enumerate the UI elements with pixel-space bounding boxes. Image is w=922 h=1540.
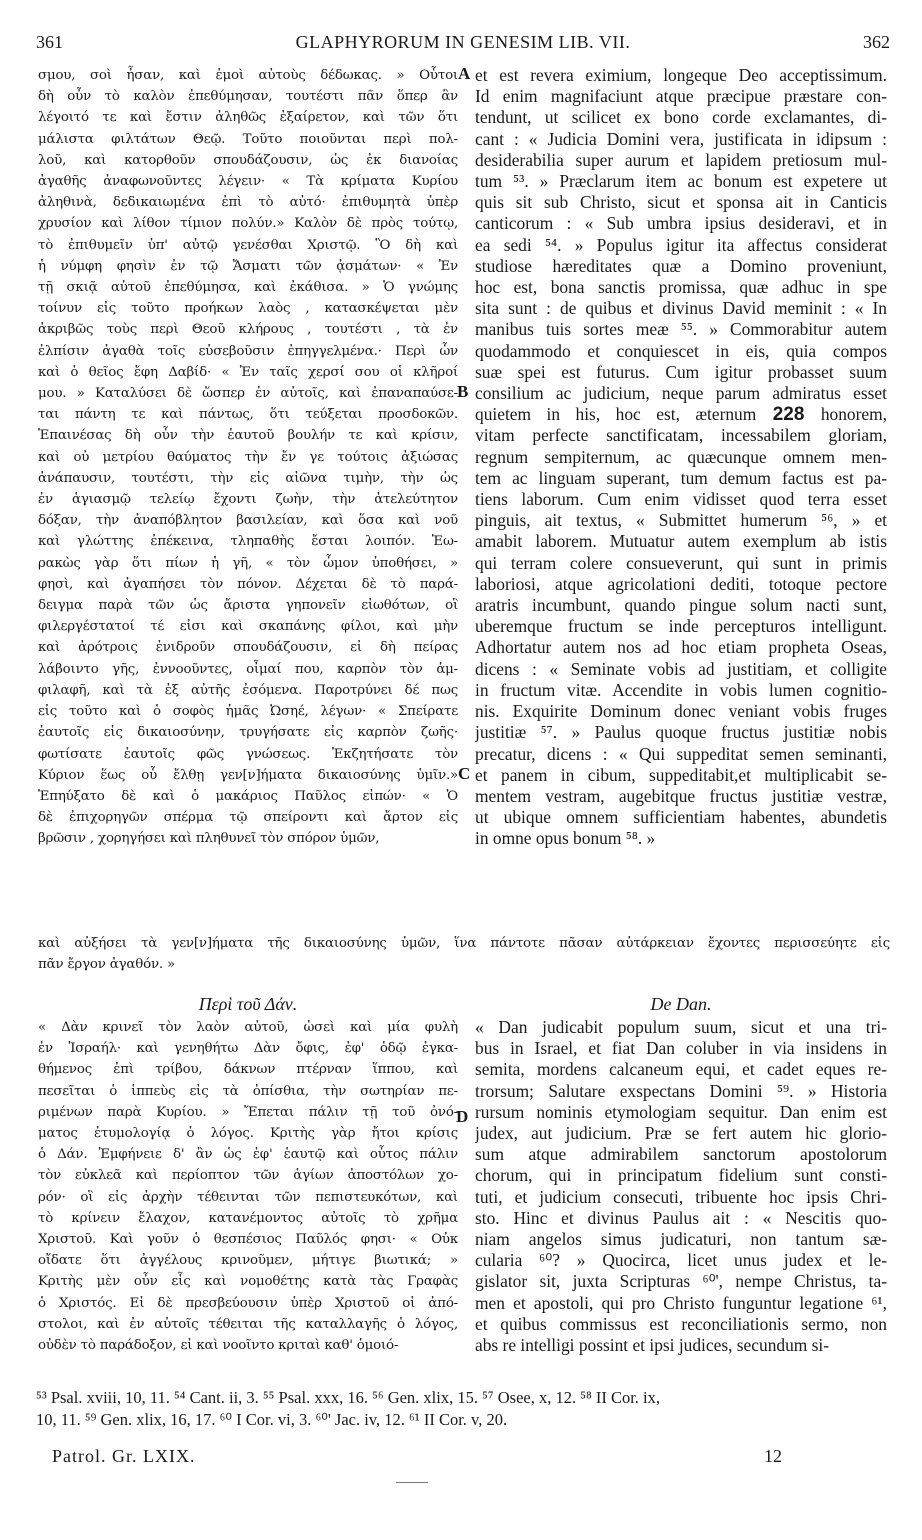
greek-line: λάβοιντο γῆς, ἐννοοῦντες, οἶμαί που, καρπὸν τὸν ἀμ- <box>38 661 458 677</box>
latin-line: cant : « Judicia Domini vera, justificata in idipsum : <box>475 128 887 149</box>
greek-line: μάλιστα φιλτάτων Θεῷ. Τοῦτο ποιοῦνται περὶ πολ- <box>38 131 458 147</box>
greek-line: ρακὼς γὰρ ὅτι πίων ἡ γῆ, « τὸν ὦμον ὑποθήσει, » <box>38 555 458 571</box>
section-heading-latin: De Dan. <box>650 994 712 1014</box>
greek-line: ται πάντη τε καὶ πάντως, ὅτι τεύξεται προσδοκῶν. <box>38 407 458 423</box>
greek-line: καὶ αὐξήσει τὰ γεν[ν]ήματα τῆς δικαιοσύνης ὑμῶν, ἵνα πάντοτε πᾶσαν αὐτάρκειαν ἔχοντες περισσεύητε εἰς <box>38 936 890 951</box>
margin-marker-d: D <box>456 1107 469 1126</box>
latin-line: tuti, et judicium consecuti, tribuente hoc ipsis Chri- <box>475 1186 887 1207</box>
latin-line: manibus tuis sortes meæ ⁵⁵. » Commorabitur autem <box>475 319 887 340</box>
running-title: GLAPHYRORUM IN GENESIM LIB. VII. <box>295 32 631 52</box>
greek-line: ἐλπίσιν ἀγαθὰ τοῖς εὐσεβοῦσιν ἐπηγγελμένα.· Περὶ ὧν <box>38 343 458 359</box>
footer-rule <box>396 1482 428 1483</box>
latin-line: chorum, qui in principatum fidelium sunt consti- <box>475 1165 887 1186</box>
latin-line: gislator sit, juxta Scripturas ⁶⁰', nempe Christus, ta- <box>475 1271 887 1292</box>
greek-line: καὶ οὐ μετρίου θαύματος τὴν ἔν γε τούτοις ἀξιώσας <box>38 449 458 465</box>
latin-line: et panem in cibum, suppeditabit,et multiplicabit se- <box>475 764 887 785</box>
greek-line: Ἐπαινέσας δὴ οὖν τὴν ἑαυτοῦ βουλήν τε καὶ κρίσιν, <box>38 428 458 444</box>
greek-column-lower <box>38 1017 458 1356</box>
greek-line: ἡ νύμφη φησὶν ἐν τῷ Ἄσματι τῶν ᾀσμάτων· « Ἐν <box>38 258 458 274</box>
greek-line: δὴ οὖν τὸ καλὸν ἐπεθύμησαν, τουτέστι πᾶν ὅπερ ἂν <box>38 89 458 105</box>
greek-line: τοίνυν εἰς τοῦτο προήκων λαὸς , κατασκέψεται μὲν <box>38 301 458 317</box>
footnote-line: ⁵³ Psal. xviii, 10, 11. ⁵⁴ Cant. ii, 3. ⁵⁵ Psal. xxx, 16. ⁵⁶ Gen. xlix, 15. ⁵⁷ Osee, x, 12. ⁵⁸ II Cor. ix, <box>36 1388 661 1407</box>
greek-line: εἰς τοῦτο καὶ ὁ σοφὸς ἡμᾶς Ὠσηέ, λέγων· « Σπείρατε <box>38 704 458 720</box>
latin-line: quis sit sub Christo, sicut et sponsa ait in Canticis <box>475 192 887 213</box>
greek-line: σμου, σοὶ ἦσαν, καὶ ἐμοὶ αὐτοὺς δέδωκας. » Οὗτοι <box>38 68 458 83</box>
greek-line: στολοι, καὶ ἐν αὐτοῖς τέθειται τῆς καταλλαγῆς ὁ λόγος, <box>38 1316 458 1332</box>
greek-line: ἀκριβῶς τοὺς περὶ Θεοῦ κλήρους , τουτέστι , τὰ ἐν <box>38 322 458 338</box>
latin-line: et est revera eximium, longeque Deo acceptissimum. <box>475 65 887 85</box>
latin-line: in fructum vitæ. Accendite in vobis lumen cognitio- <box>475 679 887 700</box>
latin-line: judex, aut judicium. Præ se fert autem hic glorio- <box>475 1123 887 1144</box>
latin-line: canticorum : « Sub umbra ipsius desideravi, et in <box>475 213 887 234</box>
latin-line: Adhortatur autem nos ad hoc etiam propheta Oseas, <box>475 637 887 658</box>
greek-line: δόξαν, τὴν ἀναπόβλητον βασιλείαν, καὶ ὅσα καὶ νοῦ <box>38 513 458 529</box>
latin-line: ea sedi ⁵⁴. » Populus igitur ita affectus considerat <box>475 234 887 255</box>
latin-line: sita sunt : de quibus et divinus David meminit : « In <box>475 298 887 319</box>
latin-line: trorsum; Salutare exspectans Domini ⁵⁹. » Historia <box>475 1080 887 1101</box>
latin-line: et quibus commissus est reconciliationis sermo, non <box>475 1313 887 1334</box>
greek-line: φωτίσατε ἑαυτοῖς φῶς γνώσεως. Ἐκζητήσατε τὸν <box>38 746 458 762</box>
greek-line: ἀληθινὰ, δεδικαιωμένα ἐπὶ τὸ αὐτό· ἐπιθυμητὰ ὑπὲρ <box>38 195 458 211</box>
margin-marker-c: C <box>458 764 471 783</box>
greek-line: πεσεῖται ὁ ἱππεὺς εἰς τὰ ὀπίσθια, τὴν σωτηρίαν πε- <box>38 1083 458 1099</box>
latin-line: tiens laborum. Cum enim vidisset quod terra esset <box>475 489 887 510</box>
greek-line: ριμένων παρὰ Κυρίου. » Ἔπεται πάλιν τῇ τοῦ ὀνό- <box>38 1104 458 1120</box>
greek-line: ἀνάπαυσιν, τουτέστι, τὴν εἰς αἰῶνα τιμὴν, τὴν ὡς <box>38 470 458 486</box>
greek-line: λοῦ, καὶ κατορθοῦν σπουδάζουσιν, ὡς ἐκ διανοίας <box>38 152 458 168</box>
latin-line: in omne opus bonum ⁵⁸. » <box>475 828 656 849</box>
latin-line: amabit laborem. Mutuatur autem exemplum ab istis <box>475 531 887 552</box>
latin-column-upper <box>475 65 887 850</box>
latin-line: justitiæ ⁵⁷. » Paulus quoque fructus justitiæ nobis <box>475 722 887 743</box>
page-number-left: 361 <box>36 32 63 52</box>
greek-line: καὶ γλώττης ἐπέκεινα, τληπαθὴς ἔσται λοιπόν. Ἑω- <box>38 534 458 550</box>
running-header <box>36 32 890 58</box>
latin-line: regnum sempiternum, ac quæcunque omnem men- <box>475 446 887 467</box>
greek-line: ματος ἐτυμολογίᾳ ὁ λόγος. Κριτὴς γὰρ ἤτοι κρίσις <box>38 1126 458 1142</box>
greek-line: « Δὰν κρινεῖ τὸν λαὸν αὐτοῦ, ὡσεὶ καὶ μία φυλὴ <box>38 1020 458 1035</box>
greek-full-width-lines <box>38 933 890 975</box>
latin-line: « Dan judicabit populum suum, sicut et una tri- <box>475 1017 887 1037</box>
greek-line: Κριτὴς μὲν οὖν εἷς καὶ νομοθέτης κατὰ τὰς Γραφὰς <box>38 1274 458 1290</box>
greek-line: καὶ ὁ θεῖος ἔφη Δαβίδ· « Ἐν ταῖς χερσί σου οἱ κλῆροί <box>38 364 458 380</box>
section-heading-greek: Περὶ τοῦ Δάν. <box>198 994 298 1014</box>
latin-line: sto. Hinc et divinus Paulus ait : « Nescitis quo- <box>475 1207 887 1228</box>
greek-line: Χριστοῦ. Καὶ γοῦν ὁ θεσπέσιος Παῦλός φησι· « Οὐκ <box>38 1232 458 1248</box>
greek-line: μου. » Καταλύσει δὲ ὥσπερ ἐν αὐτοῖς, καὶ ἐπαναπαύσε- <box>38 386 458 402</box>
greek-line: ἐν ἁγιασμῷ τελείῳ ἔχοντι ζωὴν, τὴν ἀτελεύτητον <box>38 492 458 508</box>
greek-line: οὐδὲν τὸ παράδοξον, εἰ καὶ νοοῖντο κριταὶ καθ' ὁμοιό- <box>38 1338 399 1354</box>
latin-line: niam angelos simus judicaturi, non tantum sæ- <box>475 1229 887 1250</box>
greek-line: φησὶ, καὶ ἀγαπήσει τὸν πόνον. Δέχεται δὲ τὸ παρά- <box>38 576 458 592</box>
latin-line: tum ⁵³. » Præclarum item ac bonum est expetere ut <box>475 171 887 192</box>
greek-column-upper <box>38 65 458 850</box>
latin-line: dicens : « Seminate vobis ad justitiam, et colligite <box>475 658 887 679</box>
latin-line: rursum nominis etymologiam sequitur. Dan enim est <box>475 1101 887 1122</box>
series-title: Patrol. Gr. LXIX. <box>52 1446 196 1466</box>
greek-line: δειγμα παρὰ τῶν ὡς ἄριστα γηπονεῖν εἰωθότων, οἳ <box>38 598 458 614</box>
greek-line: δὲ ἐπιχορηγῶν σπέρμα τῷ σπείροντι καὶ ἄρτον εἰς <box>38 810 458 826</box>
greek-line: χρυσίον καὶ λίθον τίμιον πολύν.» Καλὸν δὲ πρὸς τούτῳ, <box>38 216 458 232</box>
latin-line: quodammodo et conquiescet in eis, quia compos <box>475 340 887 361</box>
greek-line: λέγοιτό τε καὶ ἔστιν ἀληθῶς ἐξαίρετον, καὶ τῶν ὅτι <box>38 110 458 126</box>
latin-line: mentem vestram, augebitque fructus justitiæ vestræ, <box>475 785 887 806</box>
latin-line: Id enim magnifaciunt atque præcipue præstare con- <box>475 86 887 107</box>
greek-line: ἀγαθῆς ἀναφωνοῦντες λέγειν· « Τὰ κρίματα Κυρίου <box>38 174 458 190</box>
latin-line: cularia ⁶⁰? » Quocirca, licet unus judex et le- <box>475 1250 887 1271</box>
greek-line: Κύριον ἕως οὗ ἔλθῃ γεν[ν]ήματα δικαιοσύνης ὑμῖν.» <box>38 767 458 783</box>
greek-line: φιλαφῆ, καὶ τὰ ἐξ αὐτῆς ἐσόμενα. Παροτρύνει δέ πως <box>38 682 458 698</box>
latin-fragment: honorem, <box>820 404 887 425</box>
greek-line: οἴδατε ὅτι ἀγγέλους κρινοῦμεν, μήτιγε βιωτικά; » <box>38 1253 458 1269</box>
latin-line: vitam perfecte sanctificatam, incessabilem gloriam, <box>475 425 887 446</box>
latin-line: men et apostoli, qui pro Christo funguntur legatione ⁶¹, <box>475 1292 887 1313</box>
greek-line: τῇ σκιᾷ αὐτοῦ ἐπεθύμησα, καὶ ἐκάθισα. » Ὁ γνώμης <box>38 280 458 296</box>
column-number: 228 <box>756 404 821 426</box>
latin-line: tem ac linguam superant, tum demum factus est pa- <box>475 467 887 488</box>
greek-line: τὸ κρίνειν ἔλαχον, κατανέμοντος αὐτοῖς τὸ χρῆμα <box>38 1210 458 1226</box>
latin-column-lower <box>475 1017 887 1356</box>
latin-line: uberemque fructum se inde percepturos intelligunt. <box>475 616 887 637</box>
page-number-right: 362 <box>863 32 890 52</box>
margin-marker-a: A <box>458 64 471 83</box>
footnote-line: 10, 11. ⁵⁹ Gen. xlix, 16, 17. ⁶⁰ I Cor. vi, 3. ⁶⁰' Jac. iv, 12. ⁶¹ II Cor. v, 20. <box>36 1410 508 1429</box>
latin-line: suæ spei est futurus. Cum igitur probasset suum <box>475 361 887 382</box>
greek-line: βρῶσιν , χορηγήσει καὶ πληθυνεῖ τὸν σπόρον ὑμῶν, <box>38 831 380 847</box>
greek-line: φιλεργέστατοί τέ εἰσι καὶ σκαπάνης φίλοι, καὶ μὴν <box>38 619 458 635</box>
latin-line: laboriosi, atque agricolationi dediti, totoque pectore <box>475 573 887 594</box>
latin-line: studiose hæreditates quæ a Domino proveniunt, <box>475 255 887 276</box>
latin-line: qui terram colere consueverunt, qui sunt in primis <box>475 552 887 573</box>
greek-line: πᾶν ἔργον ἀγαθόν. » <box>38 957 176 973</box>
latin-line: sum atque admirabilem sanctorum apostolorum <box>475 1144 887 1165</box>
margin-marker-b: B <box>457 382 469 401</box>
greek-line: ὁ Χριστός. Εἰ δὲ πρεσβεύουσιν ὑπὲρ Χριστοῦ οἱ ἀπό- <box>38 1295 458 1311</box>
greek-line: ρόν· οἳ εἰς ἀρχὴν τέθεινται τῶν πεπιστευκότων, καὶ <box>38 1189 458 1205</box>
latin-line: pinguis, ait textus, « Submittet humerum ⁵⁶, » et <box>475 510 887 531</box>
latin-line: bus in Israel, et fiat Dan coluber in via insidens in <box>475 1038 887 1059</box>
latin-line: nis. Exquirite Dominum donec veniant vobis fruges <box>475 701 887 722</box>
latin-line: ut ubique omnem sufficientiam habentes, abundetis <box>475 807 887 828</box>
greek-line: τὸν εὐκλεᾶ καὶ περίοπτον τῶν ἁγίων ἀποστόλων χο- <box>38 1168 458 1184</box>
latin-line: semita, mordens calcaneum equi, et cadet eques re- <box>475 1059 887 1080</box>
greek-line: τὸ ἐπιθυμεῖν ὑπ' αὐτῷ γενέσθαι Χριστῷ. Ὃ δὴ καὶ <box>38 237 458 253</box>
latin-line: aratris incumbunt, quando pingue solum nacti sunt, <box>475 595 887 616</box>
latin-line: abs re intelligi possint et ipsi judices, secundum si- <box>475 1335 830 1356</box>
latin-line: quietem in his, hoc est, æternum 228 honorem, <box>475 404 887 426</box>
footnotes <box>36 1387 896 1431</box>
signature-mark: 12 <box>764 1446 782 1466</box>
latin-line: desiderabilia super aurum et lapidem pretiosum mul- <box>475 149 887 170</box>
latin-line: tendunt, ut scilicet ex bono corde exclamantes, di- <box>475 107 887 128</box>
greek-line: ἑαυτοῖς εἰς δικαιοσύνην, τρυγήσατε εἰς καρπὸν ζωῆς· <box>38 725 458 741</box>
greek-line: ἐν Ἰσραήλ· καὶ γενηθήτω Δὰν ὄφις, ἐφ' ὁδῷ ἐγκα- <box>38 1041 458 1057</box>
latin-line: precatur, dicens : « Qui suppeditat semen seminanti, <box>475 743 887 764</box>
greek-line: ὁ Δάν. Ἐμφήνειε δ' ἂν ὡς ἐφ' ἑαυτῷ καὶ οὗτος πάλιν <box>38 1147 458 1163</box>
greek-line: θήμενος ἐπὶ τρίβου, δάκνων πτέρναν ἵππου, καὶ <box>38 1062 458 1078</box>
latin-line: consilium ac judicium, neque parum admiratus esset <box>475 383 887 404</box>
greek-line: Ἐπηύξατο δὲ καὶ ὁ μακάριος Παῦλος εἰπών· « Ὁ <box>38 788 458 804</box>
latin-line: hoc est, bona sanctis promissa, quæ adhuc in spe <box>475 277 887 298</box>
greek-line: καὶ ἀρότροις ἐνιδροῦν σπουδάζουσιν, εἰ δὴ πείρας <box>38 640 458 656</box>
